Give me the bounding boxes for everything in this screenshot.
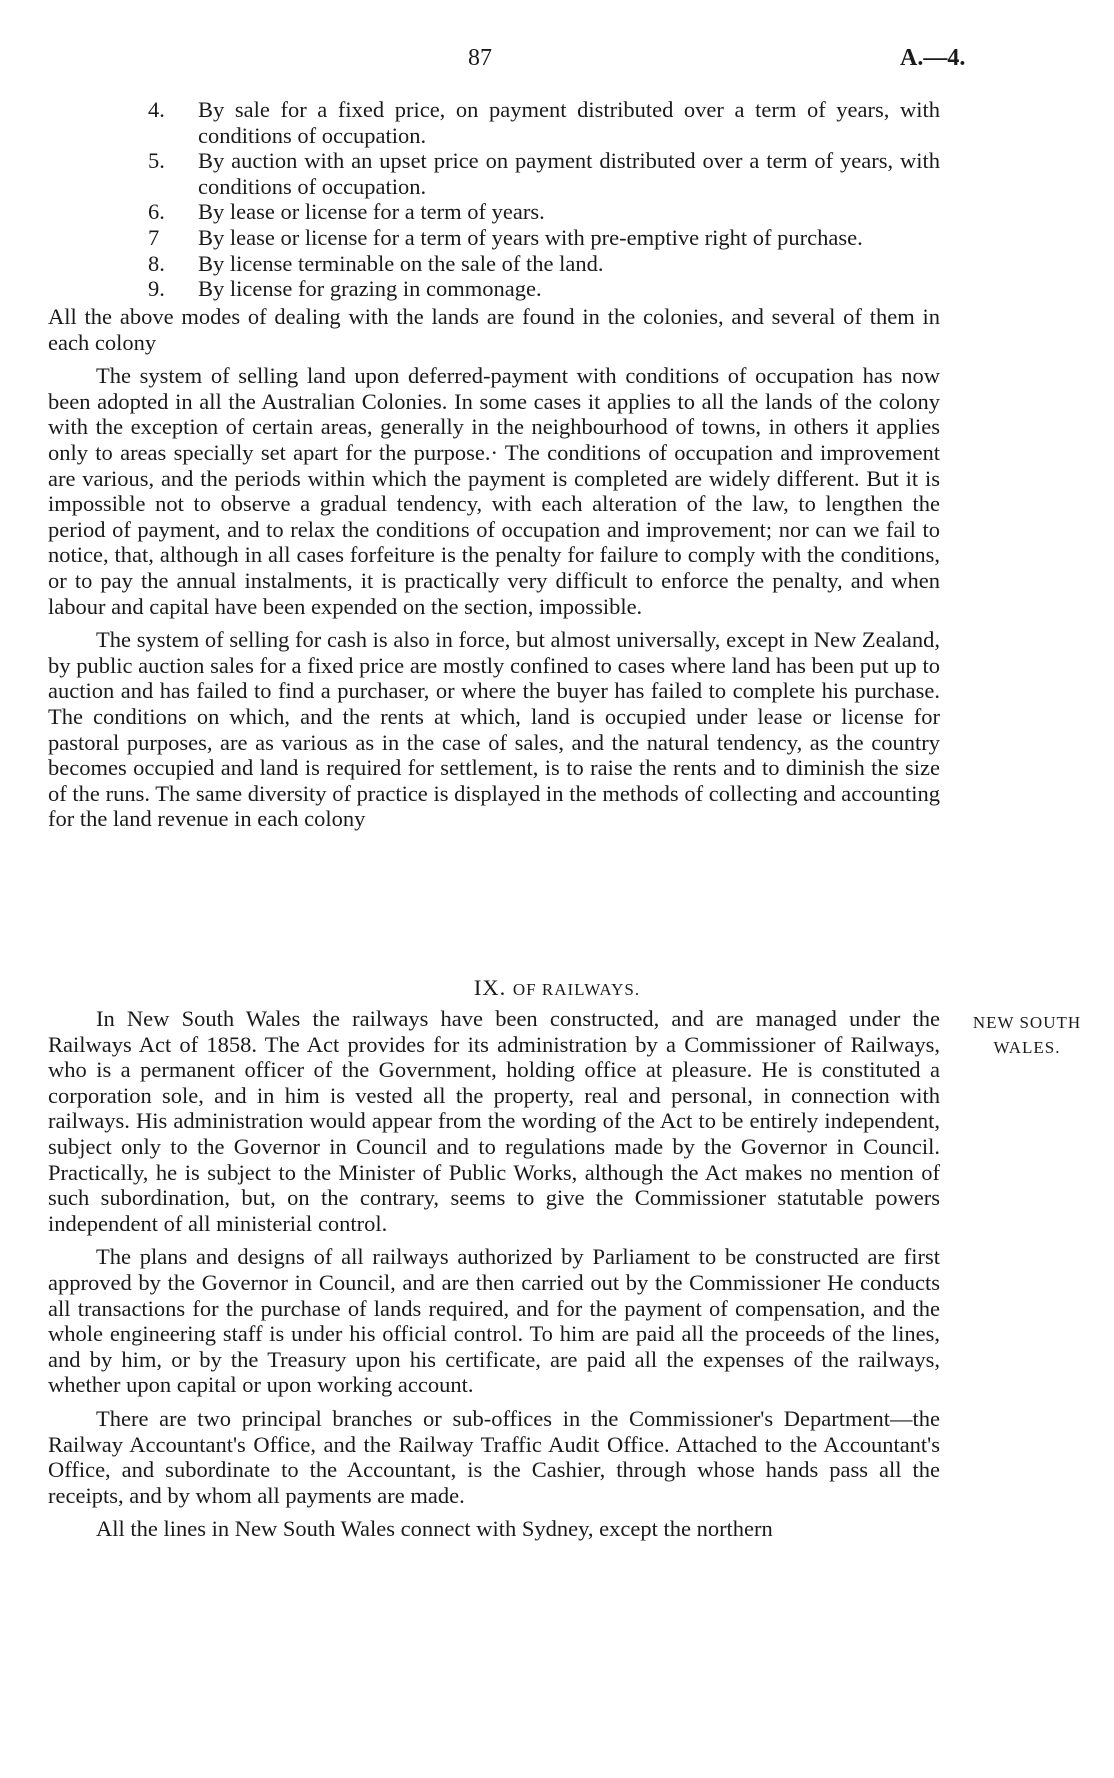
margin-note (952, 1010, 1102, 1060)
margin-note-line: NEW SOUTH (972, 1013, 1082, 1032)
list-item (148, 225, 940, 251)
list-text: By license terminable on the sale of the land. (198, 250, 604, 276)
section-numeral: IX. (473, 975, 507, 1000)
list-text: By auction with an upset price on payment distributed over a term of years, with conditions of occupation. (198, 148, 940, 199)
list-number: 8. (148, 250, 165, 276)
paragraph-deferred-payment: The system of selling land upon deferred-payment with conditions of occupation has now been adopted in all the Australian Colonies. In some cases it applies to all the lands of the colony with the exception of certain areas, generally in the neighbourhood of towns, in others it applies only to areas specially set apart for the purpose.· The conditions of occupation and improvement are various, and the periods within which the payment is completed are widely different. But it is impossible not to observe a gradual tendency, with each alteration of the law, to lengthen the period of payment, and to relax the conditions of occupation and improvement; nor can we fail to notice, that, although in all cases forfeiture is the penalty for failure to comply with the conditions, or to pay the annual instalments, it is practically very difficult to enforce the penalty, and when labour and capital have been expended on the section, impossible. (48, 363, 940, 619)
list-item (148, 251, 940, 277)
page-number: 87 (468, 45, 492, 71)
list-number: 7 (148, 224, 160, 250)
body-block-railways (48, 1006, 940, 1542)
list-text: By sale for a fixed price, on payment distributed over a term of years, with conditions of occupation. (198, 97, 940, 148)
section-title: OF RAILWAYS. (512, 980, 641, 999)
margin-note-line: WALES. (993, 1038, 1061, 1057)
paragraph-modes-summary: All the above modes of dealing with the lands are found in the colonies, and several of them in each colony (48, 304, 940, 355)
modes-list (148, 97, 940, 302)
list-number: 5. (148, 148, 165, 174)
list-number: 6. (148, 199, 165, 225)
body-block-lands (48, 304, 940, 832)
paragraph-sub-offices: There are two principal branches or sub-offices in the Commissioner's Department—the Railway Accountant's Office, and the Railway Traffic Audit Office. Attached to the Accountant's Office, and subordinate to the Accountant, is the Cashier, through whose hands pass all the receipts, and by whom all payments are made. (48, 1405, 940, 1508)
list-text: By license for grazing in commonage. (198, 276, 542, 302)
paragraph-lines-sydney: All the lines in New South Wales connect with Sydney, except the northern (96, 1516, 773, 1542)
list-text: By lease or license for a term of years. (198, 199, 545, 225)
paragraph-plans-designs: The plans and designs of all railways authorized by Parliament to be constructed are first approved by the Governor in Council, and are then carried out by the Commissioner He conducts all transactions for the purchase of lands required, and for the payment of compensation, and the whole engineering staff is under his official control. To him are paid all the proceeds of the lines, and by him, or by the Treasury upon his certificate, are paid all the expenses of the railways, whether upon capital or upon working account. (48, 1244, 940, 1398)
page-header (0, 45, 1114, 85)
document-reference: A.—4. (900, 45, 966, 71)
paragraph-railways-act: In New South Wales the railways have been constructed, and are managed under the Railways Act of 1858. The Act provides for its administration by a Commissioner of Railways, who is a permanent officer of the Government, holding office at pleasure. He is constituted a corporation sole, and in him is vested all the property, real and personal, in connection with railways. His administration would appear from the wording of the Act to be entirely independent, subject only to the Governor in Council and to regulations made by the Governor in Council. Practically, he is subject to the Minister of Public Works, although the Act makes no mention of such subordination, but, on the contrary, seems to give the Commissioner statutable powers independent of all ministerial control. (48, 1006, 940, 1236)
list-item (148, 97, 940, 148)
list-item (148, 199, 940, 225)
list-number: 9. (148, 276, 165, 302)
list-text: By lease or license for a term of years with pre-emptive right of purchase. (198, 224, 863, 250)
list-number: 4. (148, 97, 165, 122)
list-item (148, 276, 940, 302)
list-item (148, 148, 940, 199)
paragraph-cash-sales: The system of selling for cash is also in force, but almost universally, except in New Zealand, by public auction sales for a fixed price are mostly confined to cases where land has been put up to auction and has failed to find a purchaser, or where the buyer has failed to complete his purchase. The conditions on which, and the rents at which, land is occupied under lease or license for pastoral purposes, are as various as in the case of sales, and the natural tendency, as the country becomes occupied and land is required for settlement, is to raise the rents and to diminish the size of the runs. The same diversity of practice is displayed in the methods of collecting and accounting for the land revenue in each colony (48, 627, 940, 832)
section-heading (0, 975, 1114, 1001)
